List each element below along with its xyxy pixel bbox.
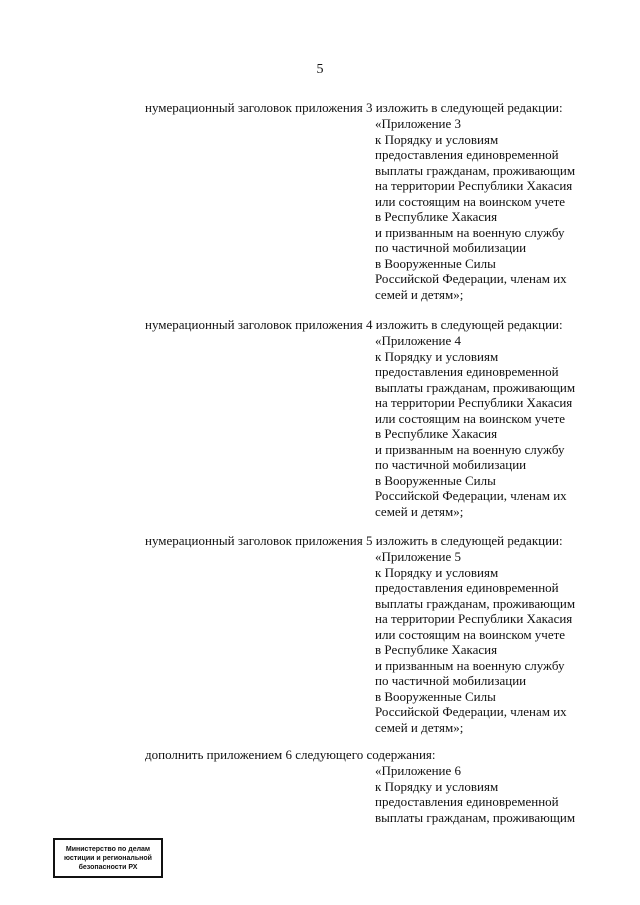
appendix-header-line: к Порядку и условиям — [375, 778, 499, 794]
amendment-intro: нумерационный заголовок приложения 5 изложить в следующей редакции: — [145, 533, 563, 548]
appendix-header-line: к Порядку и условиям — [375, 564, 499, 580]
appendix-header-line: выплаты гражданам, проживающим — [375, 809, 576, 825]
appendix-header-line: или состоящим на воинском учете — [375, 193, 566, 209]
ministry-stamp — [53, 838, 163, 878]
appendix-header-block — [375, 333, 575, 519]
appendix-header-line: в Вооруженные Силы — [375, 472, 496, 488]
appendix-header-line: по частичной мобилизации — [375, 240, 527, 255]
appendix-header-line: выплаты гражданам, проживающим — [375, 162, 576, 178]
amendment-intro: дополнить приложением 6 следующего содержания: — [145, 747, 436, 762]
appendix-header-line: на территории Республики Хакасия — [375, 395, 573, 410]
appendix-header-line: «Приложение 3 — [375, 116, 462, 131]
amendment-intro: нумерационный заголовок приложения 4 изложить в следующей редакции: — [145, 317, 563, 332]
appendix-header-line: предоставления единовременной — [375, 794, 559, 809]
appendix-header-line: предоставления единовременной — [375, 364, 559, 379]
appendix-header-line: предоставления единовременной — [375, 580, 559, 595]
appendix-header-line: к Порядку и условиям — [375, 131, 499, 147]
appendix-header-line: Российской Федерации, членам их — [375, 488, 567, 503]
page-number: 5 — [316, 62, 324, 77]
appendix-header-line: предоставления единовременной — [375, 147, 559, 162]
appendix-header-line: в Республике Хакасия — [375, 642, 498, 657]
appendix-header-line: к Порядку и условиям — [375, 348, 499, 364]
appendix-header-line: или состоящим на воинском учете — [375, 410, 566, 426]
appendix-header-line: и призванным на военную службу — [375, 224, 565, 240]
appendix-header-line: в Республике Хакасия — [375, 426, 498, 441]
stamp-line: безопасности РХ — [78, 863, 138, 871]
appendix-header-line: и призванным на военную службу — [375, 657, 565, 673]
appendix-header-block — [375, 763, 575, 825]
appendix-header-line: семей и детям»; — [375, 286, 464, 302]
stamp-line: Министерство по делам — [65, 845, 151, 853]
appendix-header-line: Российской Федерации, членам их — [375, 271, 567, 286]
appendix-header-line: семей и детям»; — [375, 503, 464, 519]
appendix-header-line: Российской Федерации, членам их — [375, 704, 567, 719]
appendix-header-block — [375, 116, 575, 302]
amendment-intro: нумерационный заголовок приложения 3 изложить в следующей редакции: — [145, 100, 563, 115]
appendix-header-line: или состоящим на воинском учете — [375, 626, 566, 642]
appendix-header-line: «Приложение 6 — [375, 763, 462, 778]
appendix-header-line: в Республике Хакасия — [375, 209, 498, 224]
appendix-header-line: по частичной мобилизации — [375, 673, 527, 688]
appendix-header-line: «Приложение 4 — [375, 333, 462, 348]
appendix-header-line: выплаты гражданам, проживающим — [375, 595, 576, 611]
appendix-header-line: семей и детям»; — [375, 719, 464, 735]
appendix-header-line: выплаты гражданам, проживающим — [375, 379, 576, 395]
appendix-header-line: на территории Республики Хакасия — [375, 611, 573, 626]
appendix-header-line: и призванным на военную службу — [375, 441, 565, 457]
appendix-header-line: в Вооруженные Силы — [375, 255, 496, 271]
appendix-header-line: по частичной мобилизации — [375, 457, 527, 472]
appendix-header-block — [375, 549, 575, 735]
appendix-header-line: «Приложение 5 — [375, 549, 462, 564]
appendix-header-line: в Вооруженные Силы — [375, 688, 496, 704]
stamp-line: юстиции и региональной — [64, 854, 152, 862]
appendix-header-line: на территории Республики Хакасия — [375, 178, 573, 193]
